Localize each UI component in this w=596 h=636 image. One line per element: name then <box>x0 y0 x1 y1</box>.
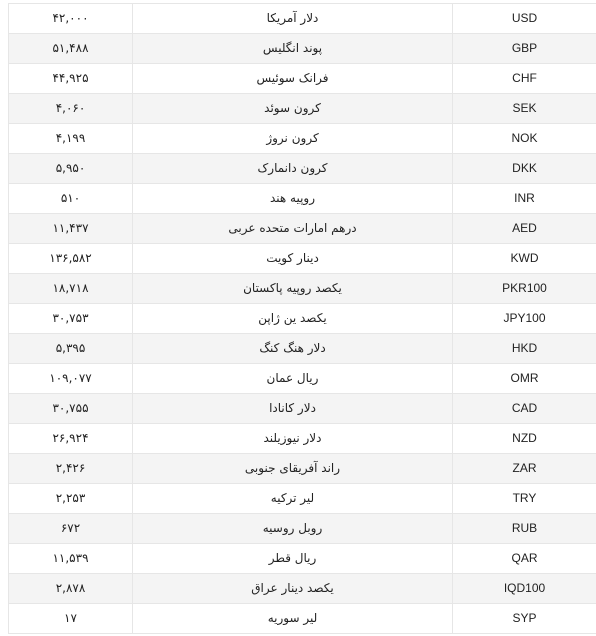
currency-row-iqd100 <box>9 574 596 604</box>
currency-row-pkr100 <box>9 274 596 304</box>
currency-name: کرون سوئد <box>133 94 453 124</box>
currency-price: ۵۱,۴۸۸ <box>9 34 133 64</box>
currency-code: TRY <box>453 484 596 514</box>
currency-price: ۱۷ <box>9 604 133 634</box>
currency-price: ۶۷۲ <box>9 514 133 544</box>
currency-name: فرانک سوئیس <box>133 64 453 94</box>
currency-row-nok <box>9 124 596 154</box>
currency-name: پوند انگلیس <box>133 34 453 64</box>
currency-code: ZAR <box>453 454 596 484</box>
currency-name: ریال قطر <box>133 544 453 574</box>
currency-code: NOK <box>453 124 596 154</box>
currency-price: ۱۱,۴۳۷ <box>9 214 133 244</box>
currency-code: QAR <box>453 544 596 574</box>
currency-row-hkd <box>9 334 596 364</box>
currency-row-sek <box>9 94 596 124</box>
currency-price: ۱۸,۷۱۸ <box>9 274 133 304</box>
currency-price: ۲,۴۲۶ <box>9 454 133 484</box>
currency-row-gbp <box>9 34 596 64</box>
currency-code: JPY100 <box>453 304 596 334</box>
currency-price: ۵۱۰ <box>9 184 133 214</box>
currency-name: یکصد روپیه پاکستان <box>133 274 453 304</box>
currency-code: SYP <box>453 604 596 634</box>
currency-price: ۵,۹۵۰ <box>9 154 133 184</box>
currency-code: SEK <box>453 94 596 124</box>
currency-code: CHF <box>453 64 596 94</box>
currency-name: دلار کانادا <box>133 394 453 424</box>
currency-code: OMR <box>453 364 596 394</box>
currency-rate-table <box>8 3 596 634</box>
currency-name: دلار هنگ کنگ <box>133 334 453 364</box>
currency-row-aed <box>9 214 596 244</box>
currency-row-chf <box>9 64 596 94</box>
currency-name: لیر سوریه <box>133 604 453 634</box>
currency-name: دلار نیوزیلند <box>133 424 453 454</box>
currency-price: ۱۰۹,۰۷۷ <box>9 364 133 394</box>
currency-name: روبل روسیه <box>133 514 453 544</box>
currency-row-nzd <box>9 424 596 454</box>
currency-row-inr <box>9 184 596 214</box>
currency-name: راند آفریقای جنوبی <box>133 454 453 484</box>
currency-row-rub <box>9 514 596 544</box>
currency-code: GBP <box>453 34 596 64</box>
currency-row-try <box>9 484 596 514</box>
currency-price: ۴۲,۰۰۰ <box>9 4 133 34</box>
currency-name: دلار آمریکا <box>133 4 453 34</box>
currency-code: KWD <box>453 244 596 274</box>
currency-row-dkk <box>9 154 596 184</box>
currency-name: لیر ترکیه <box>133 484 453 514</box>
currency-code: RUB <box>453 514 596 544</box>
currency-price: ۱۳۶,۵۸۲ <box>9 244 133 274</box>
currency-price: ۲,۲۵۳ <box>9 484 133 514</box>
currency-name: یکصد ین ژاپن <box>133 304 453 334</box>
currency-code: AED <box>453 214 596 244</box>
currency-price: ۳۰,۷۵۳ <box>9 304 133 334</box>
currency-name: یکصد دینار عراق <box>133 574 453 604</box>
currency-name: دینار کویت <box>133 244 453 274</box>
currency-code: DKK <box>453 154 596 184</box>
currency-row-qar <box>9 544 596 574</box>
currency-code: IQD100 <box>453 574 596 604</box>
currency-row-zar <box>9 454 596 484</box>
currency-name: روپیه هند <box>133 184 453 214</box>
currency-row-jpy100 <box>9 304 596 334</box>
currency-row-cad <box>9 394 596 424</box>
currency-price: ۵,۳۹۵ <box>9 334 133 364</box>
currency-row-kwd <box>9 244 596 274</box>
currency-price: ۴,۰۶۰ <box>9 94 133 124</box>
currency-price: ۴,۱۹۹ <box>9 124 133 154</box>
currency-price: ۱۱,۵۳۹ <box>9 544 133 574</box>
currency-code: CAD <box>453 394 596 424</box>
currency-name: ریال عمان <box>133 364 453 394</box>
currency-code: INR <box>453 184 596 214</box>
currency-name: درهم امارات متحده عربی <box>133 214 453 244</box>
currency-row-syp <box>9 604 596 634</box>
currency-rate-table-body <box>9 4 596 634</box>
currency-code: HKD <box>453 334 596 364</box>
currency-price: ۴۴,۹۲۵ <box>9 64 133 94</box>
currency-row-omr <box>9 364 596 394</box>
currency-price: ۲۶,۹۲۴ <box>9 424 133 454</box>
currency-code: PKR100 <box>453 274 596 304</box>
currency-name: کرون دانمارک <box>133 154 453 184</box>
currency-code: USD <box>453 4 596 34</box>
currency-name: کرون نروژ <box>133 124 453 154</box>
currency-code: NZD <box>453 424 596 454</box>
currency-price: ۳۰,۷۵۵ <box>9 394 133 424</box>
currency-price: ۲,۸۷۸ <box>9 574 133 604</box>
currency-row-usd <box>9 4 596 34</box>
